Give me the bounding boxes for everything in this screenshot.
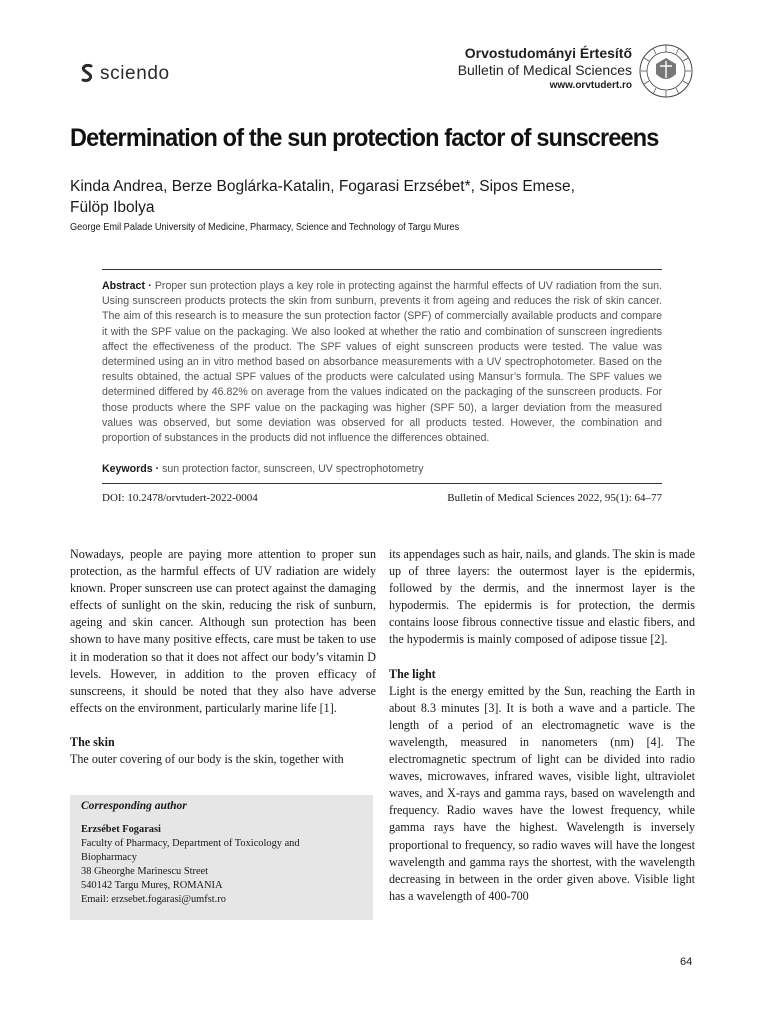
sciendo-logo — [80, 62, 170, 86]
keywords-label: Keywords — [102, 463, 153, 475]
corresponding-author-details — [81, 823, 300, 907]
sciendo-logo-icon — [80, 63, 94, 85]
corresponding-author-faculty: Faculty of Pharmacy, Department of Toxicology and — [81, 838, 300, 849]
corresponding-author-street: 38 Gheorghe Marinescu Street — [81, 866, 209, 877]
body-column-right — [389, 546, 695, 905]
authors-line-1: Kinda Andrea, Berze Boglárka-Katalin, Fogarasi Erzsébet*, Sipos Emese, — [70, 178, 575, 195]
keywords-text: sun protection factor, sunscreen, UV spectrophotometry — [162, 463, 424, 475]
author-list — [70, 176, 670, 218]
corresponding-author-email[interactable]: Email: erzsebet.fogarasi@umfst.ro — [81, 894, 226, 905]
abstract-bottom-rule — [102, 483, 662, 484]
corresponding-author-city: 540142 Targu Mureș, ROMANIA — [81, 880, 223, 891]
light-paragraph: Light is the energy emitted by the Sun, reaching the Earth in about 8.3 minutes [3]. It is both a wave and a particle. The length of a period of an electromagnetic wave is the wavelength, measured in nanometers (nm) [4]. The electromagnetic spectrum of light can be divided into radio waves, microwaves, infrared waves, visible light, ultraviolet waves, and X-rays and gamma rays, based on wavelength and frequency. Radio waves have the lowest frequency, while gamma rays have the highest. Wavelength is inversely proportional to frequency, so radio waves will have the longest wavelength and gamma rays the shortest, with the wavelength decreasing in between in the order given above. Visible light has a wavelength of 400-700 — [389, 683, 695, 903]
affiliation: George Emil Palade University of Medicine, Pharmacy, Science and Technology of Targu Mures — [70, 222, 460, 233]
abstract-label: Abstract — [102, 280, 145, 292]
skin-paragraph-continued: its appendages such as hair, nails, and glands. The skin is made up of three layers: the outermost layer is the epidermis, followed by the dermis, and the innermost layer is the hypodermis. The epidermis is for protection, the dermis contains loose fibrous connective tissue and elastic fibers, and the hypodermis is mainly composed of adipose tissue [2]. — [389, 547, 695, 647]
journal-name-hu: Orvostudományi Értesítő — [464, 45, 632, 61]
doi[interactable]: DOI: 10.2478/orvtudert-2022-0004 — [102, 492, 258, 504]
skin-paragraph: The outer covering of our body is the skin, together with — [70, 752, 344, 767]
corresponding-author-box — [70, 795, 373, 920]
abstract-top-rule — [102, 269, 662, 270]
citation: Bulletin of Medical Sciences 2022, 95(1): 64–77 — [447, 492, 662, 504]
intro-paragraph: Nowadays, people are paying more attention to proper sun protection, as the harmful effects of UV radiation are widely known. Proper sunscreen use can protect against the damaging effects of sunlight on the skin, reducing the risk of sunburn, ageing and skin cancer. Although sun protection has been shown to have many positive effects, care must be taken to use it in moderation so that it does not affect our body’s vitamin D levels. However, in addition to the proven efficacy of sunscreens, it should be noted that they also have adverse effects on the environment, particularly marine life [1]. — [70, 547, 376, 715]
abstract-text: Proper sun protection plays a key role in protecting against the harmful effects of UV radiation from the sun. Using sunscreen products protects the skin from sunburn, prevents it from ageing and reduces the risk of skin cancer. The aim of this research is to measure the sun protection factor (SPF) of commercially available products and compare it with the SPF value on the packaging. We also looked at whether the ratio and combination of sunscreen ingredients affect the effectiveness of the product. The SPF values of eight sunscreen products were tested. The value was determined using an in vitro method based on absorbance measurements with a UV spectrophotometer. Based on the results obtained, the actual SPF values of the products were calculated using Mansur’s formula. The SPF values we determined differed by 46.82% on average from the values indicated on the packaging of the sunscreen products. For those products where the SPF value on the packaging was higher (SPF 50), a larger deviation from the measured values was observed, but some deviation was observed for all products tested. However, the combination and proportion of substances in the products did not influence the differences obtained. — [102, 280, 663, 445]
journal-name-en: Bulletin of Medical Sciences — [457, 61, 632, 78]
authors-line-2: Fülöp Ibolya — [70, 199, 155, 216]
sciendo-logo-text: sciendo — [100, 63, 170, 84]
page-number: 64 — [680, 956, 693, 968]
corresponding-author-heading: Corresponding author — [81, 800, 187, 812]
corresponding-author-department: Biopharmacy — [81, 852, 137, 863]
journal-header — [458, 45, 632, 92]
keywords-separator: · — [152, 463, 163, 475]
section-heading-light: The light — [389, 666, 436, 681]
body-column-left — [70, 546, 376, 768]
keywords — [102, 463, 662, 475]
article-title: Determination of the sun protection factor of sunscreens — [70, 124, 659, 152]
journal-url[interactable]: www.orvtudert.ro — [549, 79, 632, 91]
abstract-separator: · — [144, 280, 155, 292]
section-heading-skin: The skin — [70, 734, 115, 749]
corresponding-author-name: Erzsébet Fogarasi — [81, 824, 161, 835]
abstract — [102, 279, 662, 446]
university-seal-icon — [638, 40, 694, 102]
